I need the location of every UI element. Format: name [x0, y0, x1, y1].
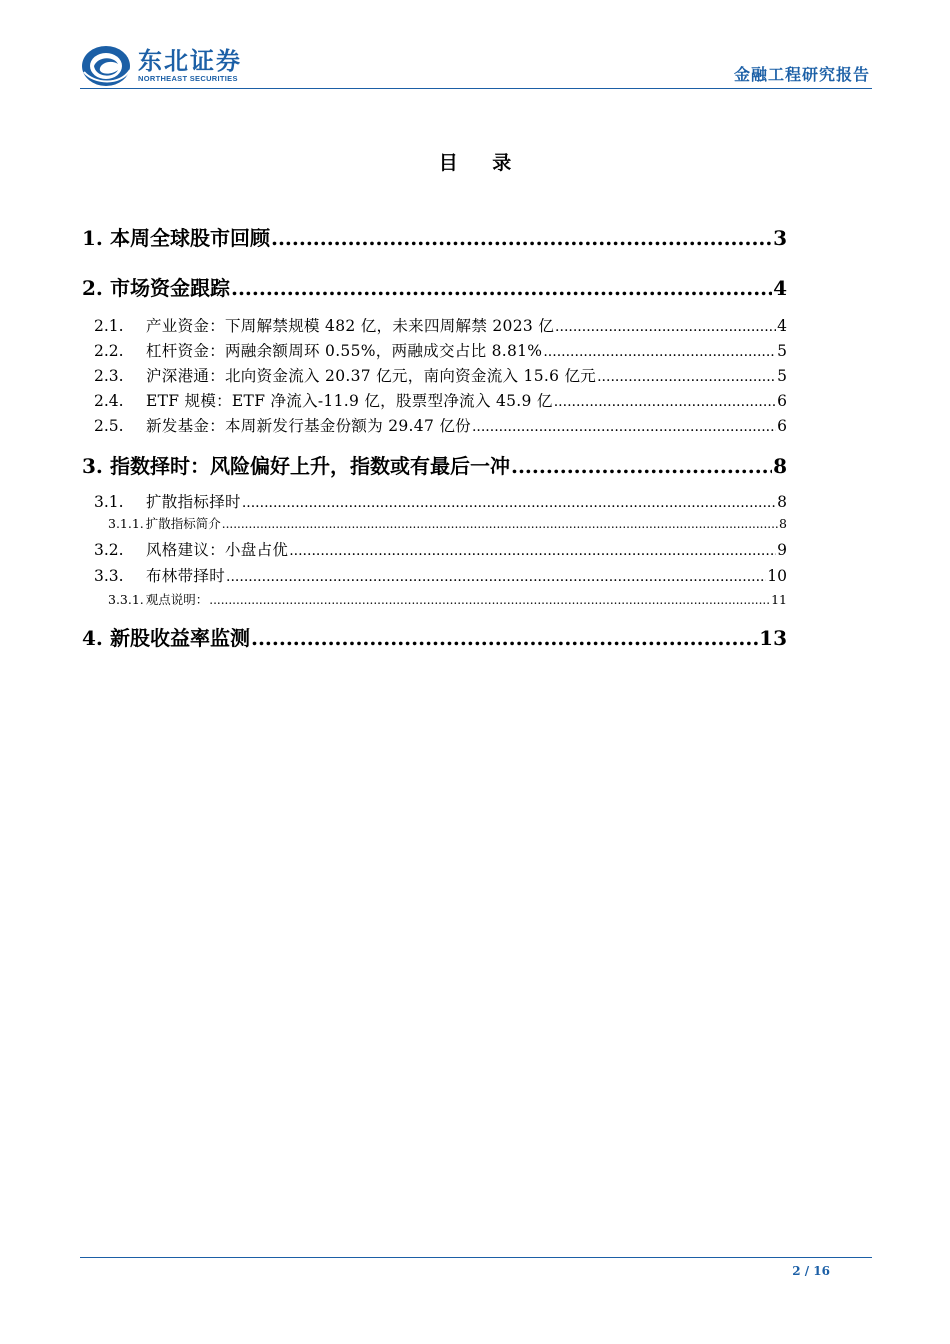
- toc-entry[interactable]: [82, 272, 787, 301]
- toc-entry-label: 杠杆资金：两融余额周环 0.55%，两融成交占比 8.81%: [146, 342, 543, 360]
- toc-entry-number: 3.: [82, 454, 103, 478]
- toc-entry-label: 扩散指标简介: [145, 516, 221, 531]
- footer-divider: [80, 1257, 872, 1258]
- toc-dot-leader: [597, 369, 776, 385]
- toc-dot-leader: [222, 517, 778, 531]
- toc-entry-number: 2.2.: [94, 342, 124, 360]
- toc-entry-label: 产业资金：下周解禁规模 482 亿，未来四周解禁 2023 亿: [146, 317, 555, 335]
- toc-entry-label: 指数择时：风险偏好上升，指数或有最后一冲: [110, 454, 510, 478]
- toc-entry-page: 5: [777, 342, 787, 360]
- toc-entry[interactable]: [82, 564, 787, 586]
- toc-entry[interactable]: [82, 538, 787, 560]
- toc-entry-label: 新发基金：本周新发行基金份额为 29.47 亿份: [146, 417, 471, 435]
- toc-entry[interactable]: [82, 490, 787, 512]
- toc-entry-page: 10: [767, 567, 787, 585]
- toc-dot-leader: [271, 226, 772, 250]
- page-header: [0, 0, 950, 100]
- toc-dot-leader: [511, 454, 772, 478]
- toc-entry-label: 风格建议：小盘占优: [146, 541, 289, 559]
- toc-entry-number: 3.1.: [94, 493, 124, 511]
- toc-entry-number: 2.5.: [94, 417, 124, 435]
- toc-entry[interactable]: [82, 222, 787, 251]
- toc-entry-number: 3.3.1.: [108, 592, 144, 607]
- toc-entry[interactable]: [82, 590, 787, 608]
- toc-entry-page: 6: [777, 417, 787, 435]
- toc-entry-page: 4: [777, 317, 787, 335]
- company-logo: [80, 44, 242, 88]
- toc-dot-leader: [242, 495, 776, 511]
- toc-entry-page: 8: [777, 493, 787, 511]
- toc-entry-number: 4.: [82, 626, 103, 650]
- toc-entry[interactable]: [82, 314, 787, 336]
- toc-entry-label: 沪深港通：北向资金流入 20.37 亿元，南向资金流入 15.6 亿元: [146, 367, 597, 385]
- toc-dot-leader: [251, 626, 758, 650]
- toc-entry[interactable]: [82, 339, 787, 361]
- toc-entry-page: 11: [771, 592, 787, 607]
- header-divider: [80, 88, 872, 89]
- toc-entry-number: 2.1.: [94, 317, 124, 335]
- toc-entry-page: 5: [777, 367, 787, 385]
- report-type-label: 金融工程研究报告: [733, 65, 870, 84]
- toc-dot-leader: [289, 543, 776, 559]
- toc-title: 目 录: [438, 152, 526, 174]
- toc-entry-page: 3: [773, 226, 787, 250]
- toc-dot-leader: [543, 344, 776, 360]
- toc-dot-leader: [209, 593, 770, 607]
- toc-entry-label: 扩散指标择时: [146, 493, 241, 511]
- page-indicator: 2 / 16: [792, 1264, 830, 1278]
- toc-entry[interactable]: [82, 622, 787, 651]
- toc-dot-leader: [554, 394, 776, 410]
- toc-entry[interactable]: [82, 389, 787, 411]
- toc-entry-label: 本周全球股市回顾: [110, 226, 270, 250]
- toc-entry[interactable]: [82, 414, 787, 436]
- toc-entry-label: 布林带择时: [146, 567, 226, 585]
- toc-entry-label: 新股收益率监测: [110, 626, 250, 650]
- toc-entry-number: 3.1.1.: [108, 516, 144, 531]
- toc-entry-page: 8: [773, 454, 787, 478]
- toc-entry-label: ETF 规模：ETF 净流入-11.9 亿，股票型净流入 45.9 亿: [146, 392, 553, 410]
- toc-entry[interactable]: [82, 450, 787, 479]
- toc-dot-leader: [226, 569, 766, 585]
- toc-entry-number: 3.3.: [94, 567, 124, 585]
- toc-entry-number: 2.4.: [94, 392, 124, 410]
- northeast-securities-logo-icon: [80, 44, 132, 88]
- toc-entry-page: 8: [779, 516, 787, 531]
- toc-dot-leader: [231, 276, 772, 300]
- toc-entry-label: 观点说明：: [145, 592, 209, 607]
- toc-entry[interactable]: [82, 514, 787, 532]
- toc-dot-leader: [555, 319, 776, 335]
- toc-entry-page: 6: [777, 392, 787, 410]
- toc-entry-number: 2.3.: [94, 367, 124, 385]
- toc-entry-page: 9: [777, 541, 787, 559]
- toc-entry-page: 13: [759, 626, 787, 650]
- toc-entry-label: 市场资金跟踪: [110, 276, 230, 300]
- toc-entry[interactable]: [82, 364, 787, 386]
- toc-entry-number: 1.: [82, 226, 103, 250]
- toc-entry-number: 3.2.: [94, 541, 124, 559]
- toc-entry-page: 4: [773, 276, 787, 300]
- toc-entry-number: 2.: [82, 276, 103, 300]
- logo-chinese-name: 东北证券: [138, 47, 242, 75]
- logo-english-name: NORTHEAST SECURITIES: [138, 74, 238, 83]
- toc-dot-leader: [472, 419, 776, 435]
